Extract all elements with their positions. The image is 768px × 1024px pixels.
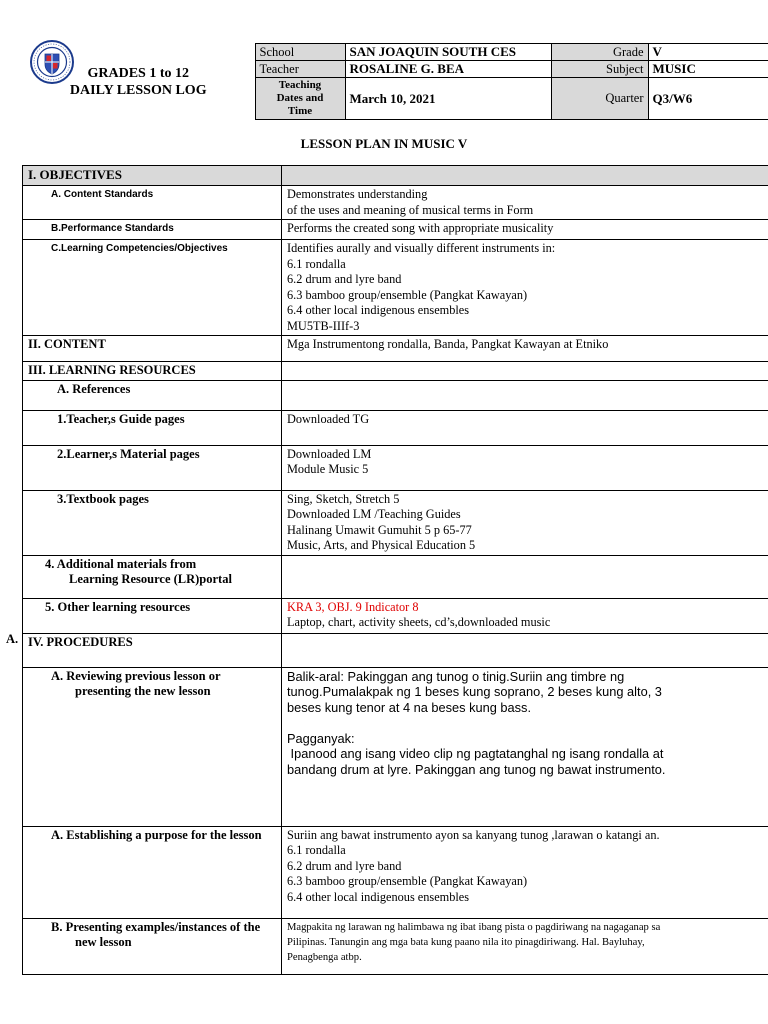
content-heading: II. CONTENT [23, 336, 282, 362]
competency-line: Identifies aurally and visually different instruments in: [287, 241, 556, 255]
review-line: tunog.Pumalakpak ng 1 beses kung soprano, 2 beses kung alto, 3 [287, 684, 662, 699]
objectives-heading: I. OBJECTIVES [23, 166, 282, 186]
examples-row [23, 918, 768, 974]
references-blank [282, 380, 768, 410]
title-line-1: GRADES 1 to 12 [87, 65, 189, 81]
teacher-label: Teacher [255, 61, 345, 78]
review-value [282, 667, 768, 826]
textbook-line: Downloaded LM /Teaching Guides [287, 507, 461, 521]
dates-label-1: Teaching [278, 79, 322, 91]
lm-row [23, 445, 768, 490]
content-standards-label: A. Content Standards [23, 186, 282, 220]
examples-line: Penagbenga atbp. [287, 951, 362, 963]
procedures-heading: IV. PROCEDURES [23, 633, 282, 667]
dates-label-2: Dates and [276, 92, 324, 104]
content-standards-row [23, 186, 768, 220]
purpose-line: 6.1 rondalla [287, 843, 346, 857]
additional-materials-label [23, 555, 282, 598]
examples-value [282, 918, 768, 974]
lesson-plan-table [22, 165, 768, 975]
dates-value: March 10, 2021 [345, 78, 551, 120]
competency-line: 6.1 rondalla [287, 256, 346, 271]
competency-code: MU5TB-IIIf-3 [287, 318, 360, 333]
grade-value: V [648, 44, 768, 61]
competencies-label: C.Learning Competencies/Objectives [23, 240, 282, 336]
tg-row [23, 410, 768, 445]
competency-line: 6.3 bamboo group/ensemble (Pangkat Kawayan) [287, 287, 528, 302]
header-table [22, 43, 768, 120]
lm-line: Module Music 5 [287, 462, 369, 476]
teacher-value: ROSALINE G. BEA [345, 61, 551, 78]
subject-label: Subject [551, 61, 648, 78]
examples-label: B. Presenting examples/instances of the new lesson [23, 918, 282, 974]
textbook-value [282, 490, 768, 555]
competencies-value [282, 240, 768, 336]
resources-row [23, 362, 768, 381]
purpose-line: 6.4 other local indigenous ensembles [287, 889, 470, 904]
lm-line: Downloaded LM [287, 446, 372, 461]
review-line: beses kung tenor at 4 na beses kung bass. [287, 699, 532, 715]
resources-blank [282, 362, 768, 381]
performance-standards-row [23, 220, 768, 240]
textbook-line: Halinang Umawit Gumuhit 5 p 65-77 [287, 522, 472, 537]
performance-standards-value: Performs the created song with appropriate musicality [282, 220, 768, 240]
textbook-line: Music, Arts, and Physical Education 5 [287, 538, 476, 552]
content-standards-line: Demonstrates understanding [287, 187, 428, 201]
review-line: Ipanood ang isang video clip ng pagtatanghal ng isang rondalla at [287, 746, 664, 761]
purpose-line: Suriin ang bawat instrumento ayon sa kanyang tunog ,larawan o katangi an. [287, 827, 660, 842]
additional-label-line: Learning Resource (LR)portal [69, 572, 232, 586]
procedures-row [23, 633, 768, 667]
review-line: Pagganyak: [287, 730, 355, 746]
purpose-line: 6.3 bamboo group/ensemble (Pangkat Kawayan) [287, 874, 528, 888]
references-row [23, 380, 768, 410]
examples-line: Magpakita ng larawan ng halimbawa ng ibat ibang pista o pagdiriwang na nagaganap sa [287, 921, 661, 933]
other-resources-label: 5. Other learning resources [23, 598, 282, 633]
review-line: bandang drum at lyre. Pakinggan ang tunog ng bawat instrumento. [287, 761, 666, 777]
procedures-blank [282, 633, 768, 667]
school-label: School [255, 44, 345, 61]
subject-value: MUSIC [648, 61, 768, 78]
content-standards-line: of the uses and meaning of musical terms in Form [287, 202, 534, 217]
objectives-blank [282, 166, 768, 186]
quarter-label: Quarter [551, 78, 648, 120]
document-title: LESSON PLAN IN MUSIC V [300, 136, 468, 151]
dll-title [22, 44, 255, 120]
dates-label [255, 78, 345, 120]
other-resources-row [23, 598, 768, 633]
purpose-line: 6.2 drum and lyre band [287, 858, 402, 873]
other-resources-value [282, 598, 768, 633]
examples-line: Pilipinas. Tanungin ang mga bata kung paano nila ito pinagdiriwang. Hal. Bayluhay, [287, 936, 645, 948]
additional-materials-blank [282, 555, 768, 598]
lm-value [282, 445, 768, 490]
references-label: A. References [23, 380, 282, 410]
dates-label-3: Time [287, 105, 313, 117]
objectives-row [23, 166, 768, 186]
performance-standards-label: B.Performance Standards [23, 220, 282, 240]
purpose-label: A. Establishing a purpose for the lesson [23, 826, 282, 918]
procedures-outer-marker: A. [6, 632, 19, 646]
competencies-row [23, 240, 768, 336]
title-line-2: DAILY LESSON LOG [69, 82, 207, 98]
textbook-line: Sing, Sketch, Stretch 5 [287, 491, 400, 506]
additional-label-line: 4. Additional materials from [45, 556, 197, 571]
review-label: A. Reviewing previous lesson or presenting the new lesson [23, 667, 282, 826]
kra-indicator-text: KRA 3, OBJ. 9 Indicator 8 [287, 599, 419, 614]
purpose-value [282, 826, 768, 918]
content-standards-value [282, 186, 768, 220]
lm-label: 2.Learner,s Material pages [23, 445, 282, 490]
review-line [287, 715, 768, 731]
review-line: Balik-aral: Pakinggan ang tunog o tinig.Suriin ang timbre ng [287, 668, 625, 684]
review-row [23, 667, 768, 826]
other-resources-line: Laptop, chart, activity sheets, cd’s,downloaded music [287, 615, 551, 629]
tg-value: Downloaded TG [282, 410, 768, 445]
grade-label: Grade [551, 44, 648, 61]
additional-materials-row [23, 555, 768, 598]
content-value: Mga Instrumentong rondalla, Banda, Pangkat Kawayan at Etniko [282, 336, 768, 362]
tg-label: 1.Teacher,s Guide pages [23, 410, 282, 445]
school-value: SAN JOAQUIN SOUTH CES [345, 44, 551, 61]
competency-line: 6.2 drum and lyre band [287, 272, 402, 286]
competency-line: 6.4 other local indigenous ensembles [287, 303, 470, 317]
resources-heading: III. LEARNING RESOURCES [23, 362, 282, 381]
textbook-label: 3.Textbook pages [23, 490, 282, 555]
quarter-value: Q3/W6 [648, 78, 768, 120]
purpose-row [23, 826, 768, 918]
content-row [23, 336, 768, 362]
textbook-row [23, 490, 768, 555]
